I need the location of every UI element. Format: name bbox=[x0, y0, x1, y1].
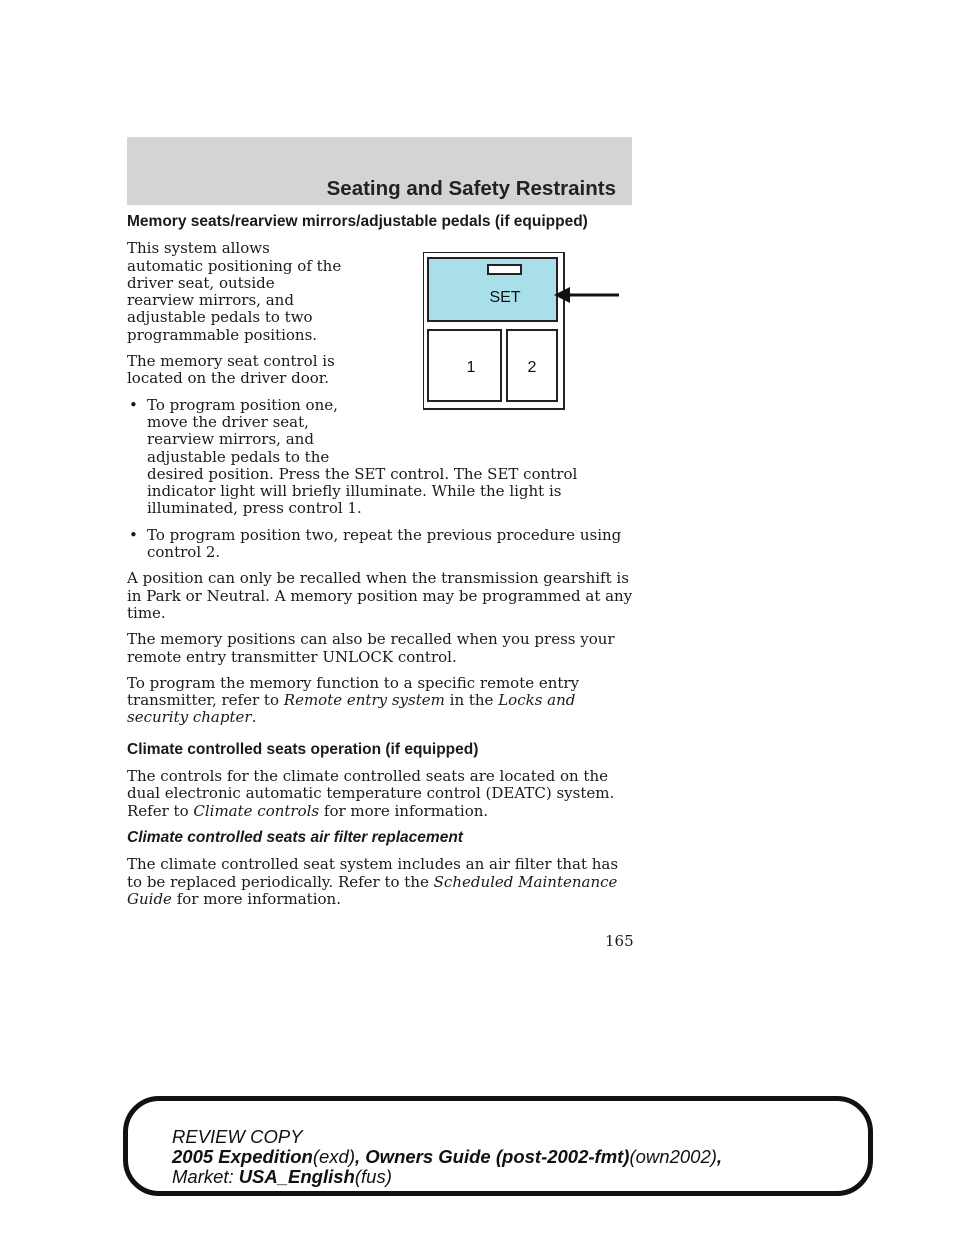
climate-controls-text: The controls for the climate controlled seats are located on the dual electronic automatic temperature control (DEATC) system. Refer to bbox=[127, 767, 615, 820]
air-filter-text-end: for more information. bbox=[176, 889, 341, 908]
review-copy-footer bbox=[123, 1096, 873, 1196]
section-header-band bbox=[127, 137, 632, 205]
set-label: SET bbox=[489, 289, 521, 306]
bullet-item-position-two bbox=[127, 527, 637, 562]
bullet-item-position-one bbox=[127, 397, 637, 518]
memory-seats-heading: Memory seats/rearview mirrors/adjustable pedals (if equipped) bbox=[127, 213, 588, 230]
remote-program-paragraph bbox=[127, 675, 637, 727]
footer-market-code: (fus) bbox=[354, 1166, 392, 1187]
bullet-two-text: To program position two, repeat the previous procedure using control 2. bbox=[147, 525, 622, 562]
air-filter-text: The climate controlled seat system includes an air filter that has to be replaced periodically. Refer to the bbox=[127, 855, 619, 891]
footer-text bbox=[172, 1127, 722, 1187]
remote-program-text: To program the memory function to a specific remote entry transmitter, refer to bbox=[127, 673, 580, 710]
set-indicator-light-icon bbox=[488, 265, 521, 274]
period: . bbox=[251, 708, 257, 727]
footer-guide: , Owners Guide (post-2002-fmt) bbox=[355, 1146, 630, 1167]
memory-button-1 bbox=[428, 330, 501, 401]
footer-model-line bbox=[172, 1147, 722, 1167]
bullet-one-lead-text: To program position one, move the driver seat, rearview mirrors, and adjustable pedals to the bbox=[147, 395, 338, 466]
review-copy-label: REVIEW COPY bbox=[172, 1126, 303, 1147]
footer-comma: , bbox=[716, 1146, 723, 1167]
memory-button-1-label: 1 bbox=[466, 359, 476, 376]
recall-paragraph: A position can only be recalled when the transmission gearshift is in Park or Neutral. A memory position may be programmed at any time. bbox=[127, 569, 633, 622]
memory-button-2-label: 2 bbox=[527, 359, 537, 376]
bullet-dot: • bbox=[129, 395, 138, 414]
section-title: Seating and Safety Restraints bbox=[326, 177, 616, 200]
bullet-one-rest-text: desired position. Press the SET control. The SET control indicator light will briefly illuminate. While the light is illuminated, press control 1. bbox=[147, 464, 578, 518]
memory-control-diagram bbox=[423, 252, 623, 410]
remote-entry-reference: Remote entry system bbox=[283, 691, 445, 710]
footer-market-label: Market: bbox=[172, 1166, 234, 1187]
climate-seats-heading: Climate controlled seats operation (if equipped) bbox=[127, 740, 479, 758]
footer-guide-code: (own2002) bbox=[629, 1146, 717, 1167]
remote-program-text-mid: in the bbox=[449, 691, 494, 710]
page-number: 165 bbox=[605, 932, 634, 950]
memory-intro-paragraph: This system allows automatic positioning of the driver seat, outside rearview mirrors, and adjustable pedals to two programmable positions. bbox=[127, 239, 342, 344]
air-filter-subheading: Climate controlled seats air filter replacement bbox=[127, 828, 463, 846]
footer-market: USA_English bbox=[238, 1166, 355, 1187]
remote-recall-paragraph: The memory positions can also be recalled when you press your remote entry transmitter UNLOCK control. bbox=[127, 630, 615, 666]
locks-chapter-reference: Locks and security chapter bbox=[127, 691, 576, 727]
footer-market-line bbox=[172, 1167, 722, 1187]
climate-controls-paragraph bbox=[127, 768, 637, 820]
climate-controls-reference: Climate controls bbox=[193, 801, 320, 820]
maintenance-guide-reference: Scheduled Maintenance Guide bbox=[127, 872, 618, 908]
footer-model: 2005 Expedition bbox=[172, 1146, 313, 1167]
footer-model-code: (exd) bbox=[312, 1146, 356, 1167]
air-filter-paragraph bbox=[127, 856, 637, 908]
bullet-dot: • bbox=[129, 525, 138, 544]
memory-location-paragraph: The memory seat control is located on the driver door. bbox=[127, 352, 335, 388]
climate-controls-text-end: for more information. bbox=[323, 801, 489, 820]
